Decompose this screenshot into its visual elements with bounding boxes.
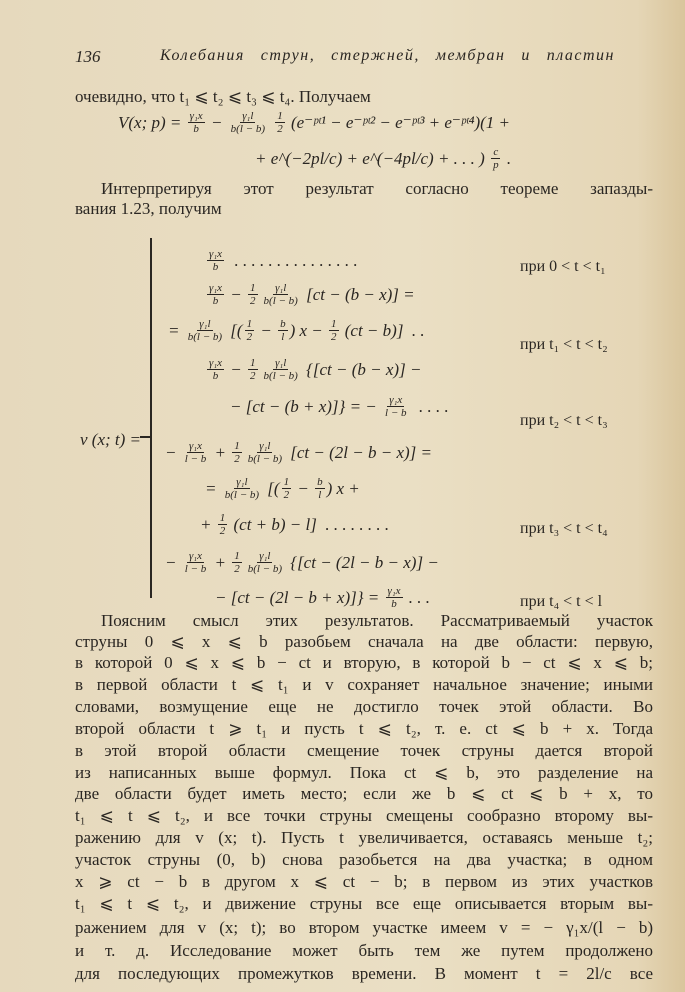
denominator: l − b xyxy=(184,563,207,575)
fraction xyxy=(207,248,224,273)
fraction xyxy=(282,476,292,501)
fraction xyxy=(491,146,501,171)
paragraph-line: ражением для v (x; t); во втором участке имеем v = − γ₁x/(l − b) xyxy=(75,918,653,937)
piecewise-lhs: v (x; t) = xyxy=(80,430,142,449)
denominator: b xyxy=(212,370,219,382)
case-row xyxy=(165,550,439,575)
fraction xyxy=(383,394,408,419)
fraction xyxy=(262,282,300,307)
numerator: b xyxy=(317,476,323,488)
denominator: 2 xyxy=(283,489,290,501)
case-row xyxy=(165,440,432,465)
case-row xyxy=(205,248,358,273)
left-brace xyxy=(150,238,162,598)
fraction xyxy=(246,440,284,465)
paragraph-line: из написанных выше формул. Пока ct ⩽ b, это разделение на xyxy=(75,763,653,782)
numerator: γ₁x xyxy=(209,282,223,294)
math-text: . . . xyxy=(404,587,431,607)
condition: при 0 < t < t₁ xyxy=(520,258,606,275)
fraction xyxy=(246,550,284,575)
paragraph-line: участок струны (0, b) снова разобьется на два участка; в одном xyxy=(75,850,653,869)
fraction xyxy=(229,110,267,135)
numerator: 1 xyxy=(283,476,290,488)
numerator: γ₁x xyxy=(389,394,403,406)
condition: при t₂ < t < t₃ xyxy=(520,412,608,429)
numerator: γ₁l xyxy=(275,357,287,369)
denominator: 2 xyxy=(246,331,253,343)
numerator: γ₁x xyxy=(188,440,202,452)
math-text: + xyxy=(200,514,216,534)
math-text: − xyxy=(165,442,181,462)
fraction xyxy=(386,585,403,610)
math-text: (e⁻ᵖᵗ¹ − e⁻ᵖᵗ² − e⁻ᵖᵗ³ + e⁻ᵖᵗ⁴)(1 + xyxy=(286,112,511,132)
numerator: c xyxy=(493,146,499,158)
numerator: 1 xyxy=(219,512,226,524)
intro-line: очевидно, что t₁ ⩽ t₂ ⩽ t₃ ⩽ t₄. Получаем xyxy=(75,87,371,106)
page-number: 136 xyxy=(75,47,101,66)
denominator: 2 xyxy=(250,370,256,382)
paragraph-line: t₁ ⩽ t ⩽ t₂, и движение струны все еще описывается вторым вы- xyxy=(75,894,653,913)
case-row xyxy=(200,512,389,537)
math-text: ) x + xyxy=(326,478,360,498)
paragraph-line: Поясним смысл этих результатов. Рассматриваемый участок xyxy=(101,611,653,630)
math-text: − xyxy=(226,284,247,304)
numerator: γ₁l xyxy=(242,110,254,122)
math-text: − xyxy=(293,478,314,498)
paragraph-line: и т. д. Исследование может быть тем же путем продолжено xyxy=(75,941,653,960)
fraction xyxy=(183,440,208,465)
math-text: [( xyxy=(226,320,243,340)
denominator: b(l − b) xyxy=(247,453,283,465)
math-text: (ct − b)] . . xyxy=(340,320,425,340)
denominator: 2 xyxy=(219,525,226,537)
math-text: V(x; p) = xyxy=(118,112,186,132)
paragraph-line: x ⩾ ct − b в другом x ⩽ ct − b; в первом из этих участков xyxy=(75,872,653,891)
math-text: {[ct − (2l − b − x)] − xyxy=(286,552,439,572)
math-text: − xyxy=(226,359,247,379)
paragraph-line: ражению для v (x; t). Пусть t увеличивается, оставаясь меньше t₂; xyxy=(75,828,653,847)
fraction xyxy=(218,512,228,537)
numerator: γ₁x xyxy=(387,585,401,597)
paragraph-line: словами, возмущение еще не достигло точек этой области. Во xyxy=(75,697,653,716)
condition: при t₃ < t < t₄ xyxy=(520,520,608,537)
numerator: γ₁l xyxy=(199,318,211,330)
fraction xyxy=(207,282,224,307)
denominator: 2 xyxy=(234,563,240,575)
formula-V-line-1 xyxy=(118,110,510,135)
case-row xyxy=(168,318,425,343)
numerator: γ₁l xyxy=(236,476,248,488)
math-text: [ct − (b − x)] = xyxy=(301,284,415,304)
denominator: l − b xyxy=(385,407,407,419)
numerator: 1 xyxy=(250,357,256,369)
denominator: l xyxy=(318,489,322,501)
math-text: + xyxy=(210,552,231,572)
paragraph-line: второй области t ⩾ t₁ и пусть t ⩽ t₂, т. е. ct ⩽ b + x. Тогда xyxy=(75,719,653,738)
denominator: b xyxy=(212,261,219,273)
paragraph-line: в которой 0 ⩽ x ⩽ b − ct и вторую, в которой b − ct ⩽ x ⩽ b; xyxy=(75,653,653,672)
fraction xyxy=(245,318,255,343)
denominator: 2 xyxy=(277,123,283,135)
numerator: γ₁x xyxy=(209,357,223,369)
denominator: 2 xyxy=(331,331,337,343)
fraction xyxy=(315,476,325,501)
numerator: 1 xyxy=(250,282,256,294)
fraction xyxy=(223,476,261,501)
case-row xyxy=(230,394,449,419)
fraction xyxy=(232,550,242,575)
math-text: − xyxy=(165,552,181,572)
fraction xyxy=(275,110,285,135)
numerator: 1 xyxy=(331,318,337,330)
math-text: {[ct − (b − x)] − xyxy=(301,359,422,379)
denominator: l xyxy=(281,331,285,343)
math-text xyxy=(269,113,273,133)
fraction xyxy=(186,318,224,343)
math-text: . . . . xyxy=(410,396,449,416)
numerator: 1 xyxy=(234,550,240,562)
denominator: 2 xyxy=(250,295,256,307)
condition: при t₄ < t < l xyxy=(520,593,603,610)
math-text: [( xyxy=(263,478,280,498)
math-text: − xyxy=(206,112,227,132)
math-text: + e^(−2pl/c) + e^(−4pl/c) + . . . ) xyxy=(255,148,490,168)
denominator: 2 xyxy=(234,453,240,465)
paragraph-line: в этой второй области смещение точек струны дается второй xyxy=(75,741,653,760)
paragraph-line: t₁ ⩽ t ⩽ t₂, и все точки струны смещены сообразно второму вы- xyxy=(75,806,653,825)
running-title: Колебания струн, стержней, мембран и пластин xyxy=(160,47,615,64)
case-row xyxy=(205,476,360,501)
math-text: − [ct − (b + x)]} = − xyxy=(230,396,382,416)
fraction xyxy=(232,440,242,465)
numerator: 1 xyxy=(277,110,283,122)
fraction xyxy=(262,357,300,382)
numerator: 1 xyxy=(234,440,240,452)
paragraph-line: вания 1.23, получим xyxy=(75,199,222,218)
numerator: γ₁l xyxy=(259,550,271,562)
denominator: b(l − b) xyxy=(263,295,298,307)
case-row xyxy=(205,282,415,307)
denominator: b xyxy=(212,295,219,307)
denominator: b(l − b) xyxy=(263,370,298,382)
denominator: b(l − b) xyxy=(224,489,260,501)
numerator: 1 xyxy=(246,318,253,330)
fraction xyxy=(329,318,339,343)
math-text: + xyxy=(210,442,231,462)
math-text: [ct − (2l − b − x)] = xyxy=(286,442,432,462)
case-row xyxy=(215,585,430,610)
numerator: γ₁x xyxy=(189,110,203,122)
fraction xyxy=(278,318,288,343)
denominator: b xyxy=(391,598,397,610)
numerator: γ₁x xyxy=(188,550,202,562)
paragraph-line: для последующих промежутков времени. В момент t = 2l/c все xyxy=(75,964,653,983)
paragraph-line: две области будет иметь место; если же b ⩽ ct ⩽ b + x, то xyxy=(75,784,653,803)
math-text: − [ct − (2l − b + x)]} = xyxy=(215,587,384,607)
denominator: b(l − b) xyxy=(187,331,223,343)
paragraph-line: струны 0 ⩽ x ⩽ b разобьем сначала на две области: первую, xyxy=(75,632,653,651)
denominator: b(l − b) xyxy=(230,123,265,135)
denominator: b(l − b) xyxy=(247,563,283,575)
numerator: γ₁l xyxy=(259,440,271,452)
denominator: l − b xyxy=(184,453,207,465)
condition: при t₁ < t < t₂ xyxy=(520,336,608,353)
fraction xyxy=(248,357,258,382)
math-text: . . . . . . . . . . . . . . . xyxy=(226,250,358,270)
math-text: = xyxy=(205,478,221,498)
fraction xyxy=(207,357,224,382)
paragraph-line: Интерпретируя этот результат согласно теореме запазды- xyxy=(101,179,653,198)
math-text: ) x − xyxy=(289,320,327,340)
fraction xyxy=(188,110,205,135)
denominator: b xyxy=(193,123,199,135)
numerator: γ₁x xyxy=(209,248,223,260)
numerator: b xyxy=(280,318,286,330)
denominator: p xyxy=(493,159,499,171)
formula-V-line-2 xyxy=(255,146,511,171)
math-text: (ct + b) − l] . . . . . . . . xyxy=(229,514,390,534)
fraction xyxy=(183,550,208,575)
numerator: γ₁l xyxy=(275,282,287,294)
fraction xyxy=(248,282,258,307)
case-row xyxy=(205,357,421,382)
math-text: = xyxy=(168,320,184,340)
paragraph-line: в первой области t ⩽ t₁ и v сохраняет начальное значение; иными xyxy=(75,675,653,694)
math-text: − xyxy=(256,320,277,340)
math-text: . xyxy=(502,148,512,168)
